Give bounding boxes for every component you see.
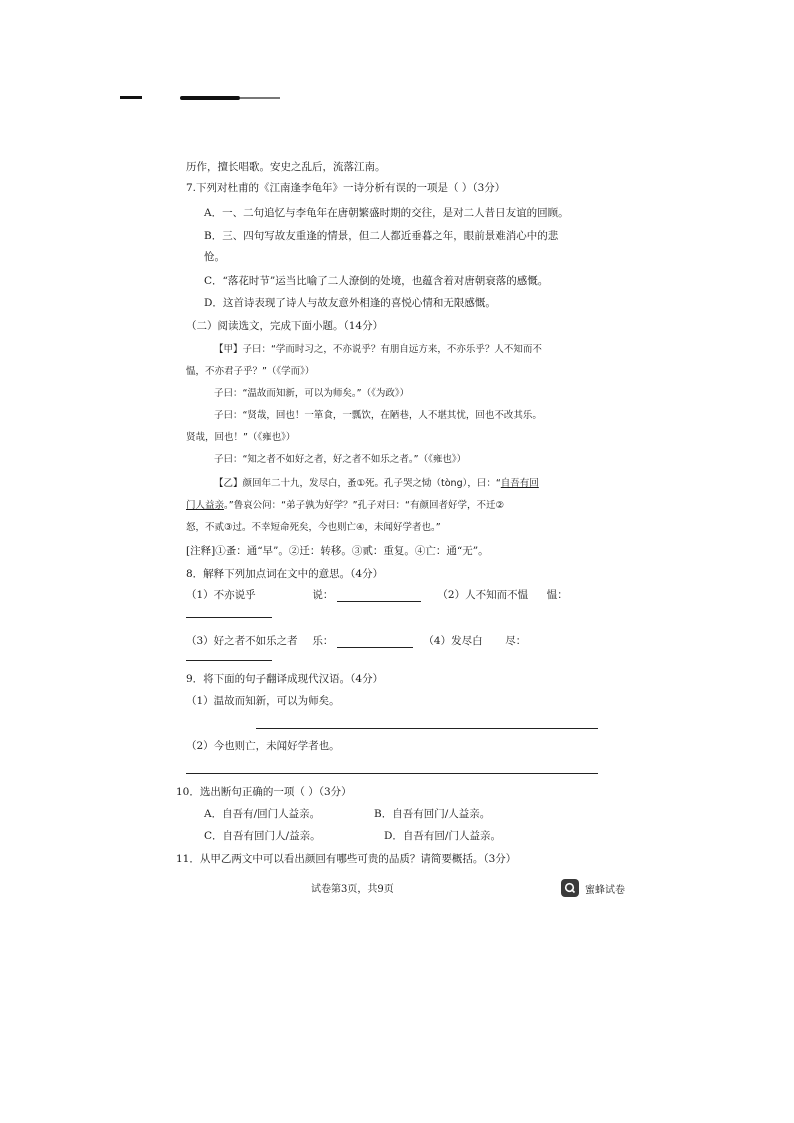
answer-blank[interactable]	[337, 636, 413, 648]
q9-item-2: （2）今也则亡，未闻好学者也。	[186, 740, 340, 752]
question-9-stem: 9．将下面的句子翻译成现代汉语。（4分）	[186, 673, 384, 685]
q7-option-b-continued: 怆。	[204, 251, 225, 263]
answer-line[interactable]	[256, 728, 598, 729]
underlined-phrase: 自吾有回	[500, 478, 539, 489]
underlined-phrase: 门人益亲	[186, 500, 225, 511]
q10-option-c: C．自吾有回门人/益亲。	[204, 830, 321, 842]
answer-blank[interactable]	[337, 590, 421, 602]
scan-mark	[240, 97, 280, 99]
q7-option-b: B．三、四句写故友重逢的情景，但二人都近垂暮之年，眼前景难消心中的悲	[204, 230, 559, 242]
page-number: 试卷第3页，共9页	[311, 884, 394, 895]
passage-yi-line: 【乙】颜回年二十九，发尽白，蚤①死。孔子哭之恸（tòng），曰：“自吾有回	[214, 478, 539, 489]
answer-line[interactable]	[186, 773, 598, 774]
annotation-notes: [注释]①蚤：通“早”。②迁：转移。③贰：重复。④亡：通“无”。	[186, 545, 489, 557]
q10-option-b: B．自吾有回门/人益亲。	[374, 808, 491, 820]
passage-yi-line: 怒，不贰③过。不幸短命死矣，今也则亡④，未闻好学者也。”	[186, 522, 441, 533]
passage-jia-line: 子曰：“温故而知新，可以为师矣。”（《为政》）	[214, 388, 410, 399]
q-logo-icon	[561, 879, 579, 897]
q7-option-c: C．“落花时节”运当比喻了二人潦倒的处境，也蕴含着对唐朝衰落的感慨。	[204, 275, 549, 287]
q9-item-1: （1）温故而知新，可以为师矣。	[186, 695, 340, 707]
q8-item-3: （3）好之者不如乐之者 乐： （4）发尽白 尽：	[186, 635, 527, 647]
question-10-stem: 10．选出断句正确的一项（ ）（3分）	[176, 786, 352, 798]
q7-option-d: D．这首诗表现了诗人与故友意外相逢的喜悦心情和无限感慨。	[204, 297, 496, 309]
passage-jia-line: 子曰：“知之者不如好之者，好之者不如乐之者。”（《雍也》）	[214, 454, 467, 465]
answer-blank[interactable]	[186, 660, 272, 661]
passage-jia-line: 【甲】子曰：“学而时习之，不亦说乎？有朋自远方来，不亦乐乎？人不知而不	[214, 344, 542, 355]
brand-watermark	[561, 879, 625, 897]
passage-jia-line: 子曰：“贤哉，回也！一箪食，一瓢饮，在陋巷，人不堪其忧，回也不改其乐。	[214, 410, 542, 421]
q8-item-1: （1）不亦说乎 说： （2）人不知而不愠 愠：	[186, 589, 568, 601]
q10-option-a: A．自吾有/回门人益亲。	[204, 808, 321, 820]
passage-yi-line: 门人益亲。”鲁哀公问：“弟子孰为好学？”孔子对曰：“有颜回者好学，不迁②	[186, 500, 504, 511]
answer-blank[interactable]	[186, 617, 272, 618]
question-11-stem: 11．从甲乙两文中可以看出颜回有哪些可贵的品质？请简要概括。（3分）	[176, 853, 517, 865]
passage-jia-line: 愠，不亦君子乎？”（《学而》）	[186, 366, 315, 377]
section-heading: （二）阅读选文，完成下面小题。（14分）	[186, 320, 384, 332]
question-8-stem: 8．解释下列加点词在文中的意思。（4分）	[186, 568, 384, 580]
q10-option-d: D．自吾有回/门人益亲。	[384, 830, 501, 842]
scan-mark	[180, 96, 240, 100]
brand-name: 蜜蜂试卷	[585, 884, 625, 896]
intro-line: 历作，擅长唱歌。安史之乱后，流落江南。	[186, 161, 386, 173]
scan-mark	[120, 96, 142, 99]
q7-option-a: A．一、二句追忆与李龟年在唐朝繁盛时期的交往，是对二人昔日友谊的回顾。	[204, 207, 569, 219]
question-7-stem: 7.下列对杜甫的《江南逢李龟年》一诗分析有误的一项是（ ）（3分）	[186, 182, 506, 194]
passage-jia-line: 贤哉，回也！”（《雍也》）	[186, 432, 296, 443]
